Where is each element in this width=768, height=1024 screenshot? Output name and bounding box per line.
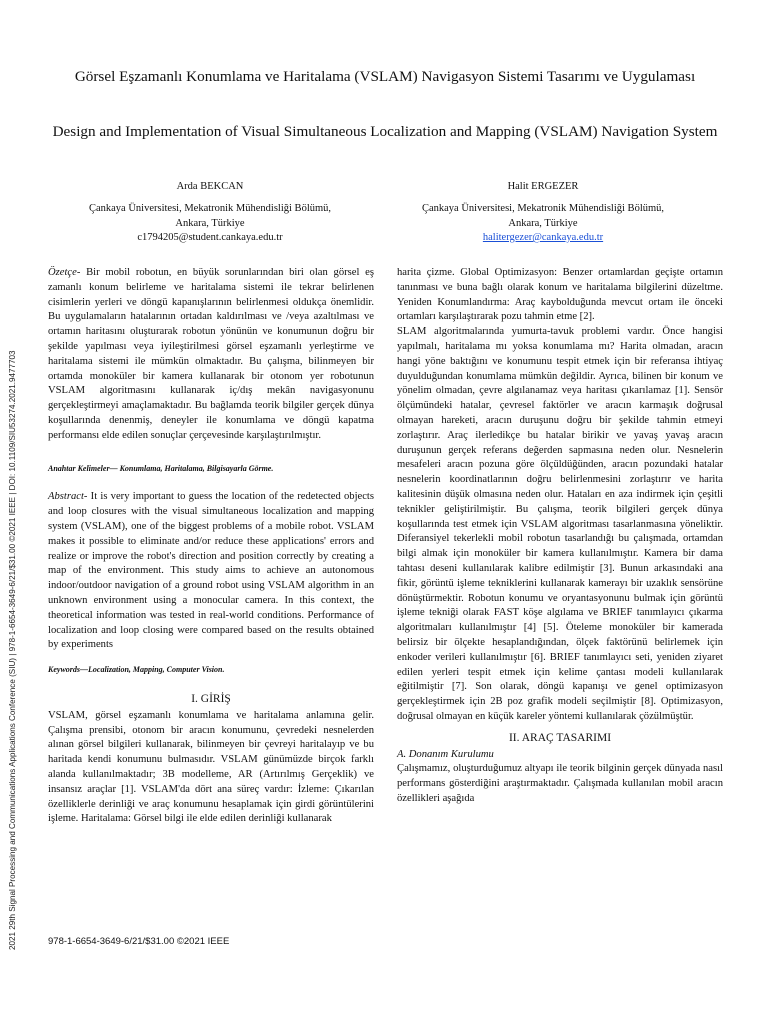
anahtar-text: Konumlama, Haritalama, Bilgisayarla Görme.	[117, 463, 274, 473]
left-column	[48, 266, 374, 827]
keywords	[48, 663, 374, 678]
paper-title-turkish: Görsel Eşzamanlı Konumlama ve Haritalama (VSLAM) Navigasyon Sistemi Tasarımı ve Uygulaması	[74, 68, 696, 85]
author-email-link[interactable]: halitergezer@cankaya.edu.tr	[482, 231, 604, 243]
ozet-label: Özetçe	[48, 267, 77, 278]
body-paragraph: Çalışmamız, oluşturduğumuz altyapı ile teorik bilginin gerçek dünyada nasıl performans gösterdiğini araştırmaktadır. Çalışmada kullanılan mobil aracın özellikleri aşağıda	[397, 763, 723, 804]
body-paragraph: harita çizme. Global Optimizasyon: Benzer ortamlardan geçişte ortamın tanınması ve buna bağlı olarak konum ve haritalama bilgilerini düzeltme. Yeniden Konumlandırma: Araç kaybolduğunda mevcut ortam ile önceki ortamları karşılaştırarak pozu tahmin etme [2].	[397, 267, 723, 323]
intro-paragraph: VSLAM, görsel eşzamanlı konumlama ve haritalama anlamına gelir. Çalışma prensibi, otonom bir aracın konumunu, çevredeki nesnelerden alınan görsel bilgileri kullanarak, bilinmeyen bir çevreyi haritalayıp ve bu haritada kendi konumunu bulmasıdır. VSLAM günümüzde birçok farklı alanda kullanılmaktadır; 3B modelleme, AR (Artırılmış Gerçeklik) ve insansız araçlar [1]. VSLAM'da dört ana süreç vardır: İzleme: Çıkarılan özelliklerle derinliği ve araç konumunu hesaplamak için girdi görüntülerini işleme. Haritalama: Görsel bilgi ile elde edilen derinliği kullanarak	[48, 709, 374, 825]
anahtar-label: Anahtar Kelimeler—	[48, 463, 118, 473]
author-name: Halit ERGEZER	[507, 181, 579, 192]
subsection-heading: A. Donanım Kurulumu	[397, 748, 494, 760]
abstract-text: - It is very important to guess the location of the redetected objects and loop closures with the visual simultaneous localization and mapping system (VSLAM), one of the biggest problems of a mobile robot. VSLAM makes it possible to eliminate and/or reduce these applications' errors and realize or improve the robot's direction and position correctly by creating a map of the environment. This study aims to achieve an autonomous indoor/outdoor navigation of a ground robot using VSLAM algorithm in an unknown environment using a monocular camera. In this context, the theoretical information was tested in real-world conditions. Performance of localization and loop closing were compared based on the results obtained by experiments	[48, 491, 374, 651]
author-affiliation: Çankaya Üniversitesi, Mekatronik Mühendisliği Bölümü,	[88, 203, 332, 215]
author-email: c1794205@student.cankaya.edu.tr	[137, 231, 283, 243]
keywords-label: Keywords—	[48, 665, 88, 675]
abstract-paragraph	[48, 490, 374, 653]
author-affiliation: Çankaya Üniversitesi, Mekatronik Mühendisliği Bölümü,	[421, 203, 665, 215]
author-city: Ankara, Türkiye	[508, 217, 578, 229]
right-column	[397, 266, 723, 807]
ozet-paragraph	[48, 266, 374, 444]
author-block-1	[45, 180, 375, 245]
author-name: Arda BEKCAN	[176, 181, 244, 192]
section-heading: II. ARAÇ TASARIMI	[508, 731, 612, 744]
ozet-text: - Bir mobil robotun, en büyük sorunlarından biri olan görsel eş zamanlı konum belirleme ve haritalama sistemi ile tekrar belirlenen cisimlerin yerleri ve döngü kapanışlarının belirlenmesi oldukça önemlidir. Bu uygulamaların hatalarının ortadan kaldırılması ve /veya azaltılması ve ortamın haritasını oluşturarak robotun yönünün ve konumunun doğru bir şekilde yapılması veya iyileştirilmesi görsel eşzamanlı yerleştirme ve haritalama sistemi ile mümkün olmaktadır. Bu çalışma, bilinmeyen bir ortamda monoküler bir kamera kullanarak bir otonom yer robotunun VSLAM algoritmasını kullanarak iç/dış mekân navigasyonunu gerçekleştirmeyi amaçlamaktadır. Bu bağlamda teorik bilgiler gerçek dünya koşullarında denenmiş, deneyler ile konumlama ve döngü kapatma performansı elde edilen sonuçlar çerçevesinde karşılaştırılmıştır.	[48, 267, 374, 441]
author-city: Ankara, Türkiye	[175, 217, 245, 229]
section-heading: I. GİRİŞ	[191, 692, 231, 705]
keywords-text: Localization, Mapping, Computer Vision.	[88, 665, 225, 675]
anahtar-kelimeler	[48, 458, 374, 477]
author-block-2	[378, 180, 708, 245]
ieee-side-note	[8, 290, 22, 950]
copyright-footer: 978-1-6654-3649-6/21/$31.00 ©2021 IEEE	[48, 936, 230, 947]
side-note-text: 2021 29th Signal Processing and Communications Applications Conference (SIU) | 978-1-6654-3649-6/21/$31.00 ©2021 IEEE | DOI: 10.1109/SIU53274.2021.9477703	[8, 350, 17, 950]
paper-title-english: Design and Implementation of Visual Simultaneous Localization and Mapping (VSLAM) Navigation System	[52, 123, 718, 140]
body-paragraph: SLAM algoritmalarında yumurta-tavuk problemi vardır. Önce hangisi yapılmalı, haritalama mı yoksa konumlama mı? Harita olmadan, aracın hangi yöne baktığını ve konumunu tespit etmek için bir referansa ihtiyaç duyulduğundan konumlama mümkün değildir. Ayrıca, bilinen bir konum ve yönelim olmadan, çevre algılanamaz veya haritası çıkarılamaz [1]. Sensör ölçümündeki hatalar, çevresel faktörler ve aracın karmaşık doğrusal olmayan hareketi, aracın duruşunu doğru bir şekilde tahmin etmeyi zorlaştırır. Araç ilerledikçe bu hatalar birikir ve yavaş yavaş aracın duruşunun gerçek referans değerden sapmasına neden olur. Nesnelerin mesafeleri aracın pozuna göre ölçüldüğünden, aracın pozundaki hatalar nesnelerin koordinatlarının doğru belirlenmesini zorlaştırır ve harita kalitesinin düşük olmasına neden olur. Hataları en aza indirmek için çeşitli teknikler geliştirilmiştir. Bu çalışma, teorik bilgileri gerçek dünya koşullarında test etmek için VSLAM algoritması tasarlanmasına yöneliktir. Diferansiyel tekerlekli mobil robotun tasarlandığı bu çalışmada, ortamdan bilgi almak için monoküler bir kamera kullanılmıştır. Kamera bir dama tahtası deseni kullanılarak kalibre edilmiştir [3]. Bunun arkasındaki ana fikir, görüntü işleme tekniklerini kullanarak kamerayı bir uzaklık sensörüne dönüştürmektir. Robotun konumu ve oryantasyonunu bulmak için görüntü işleme tekniği olarak FAST köşe algılama ve BRIEF tanımlayıcı çıkarma algoritmaları kullanılmıştır [4] [5]. Öteleme monoküler bir kamerada belirsiz bir ölçekte hesaplandığından, ölçek faktörünü belirlemek için enkoder verileri kullanılmıştır [6]. BRIEF tanımlayıcı seti, yeniden ziyaret edilen yerleri tespit etmek için kelime çantası modeli kullanılarak eğitilmiştir [7]. Son olarak, döngü kapanışı ve genel optimizasyon gerçekleştirmek için 2B poz grafik modeli seçilmiştir [8]. Optimizasyon, doğrusal olmayan en küçük kareler yöntemi kullanılarak çözülmüştür.	[397, 326, 723, 722]
abstract-label: Abstract	[48, 491, 84, 503]
